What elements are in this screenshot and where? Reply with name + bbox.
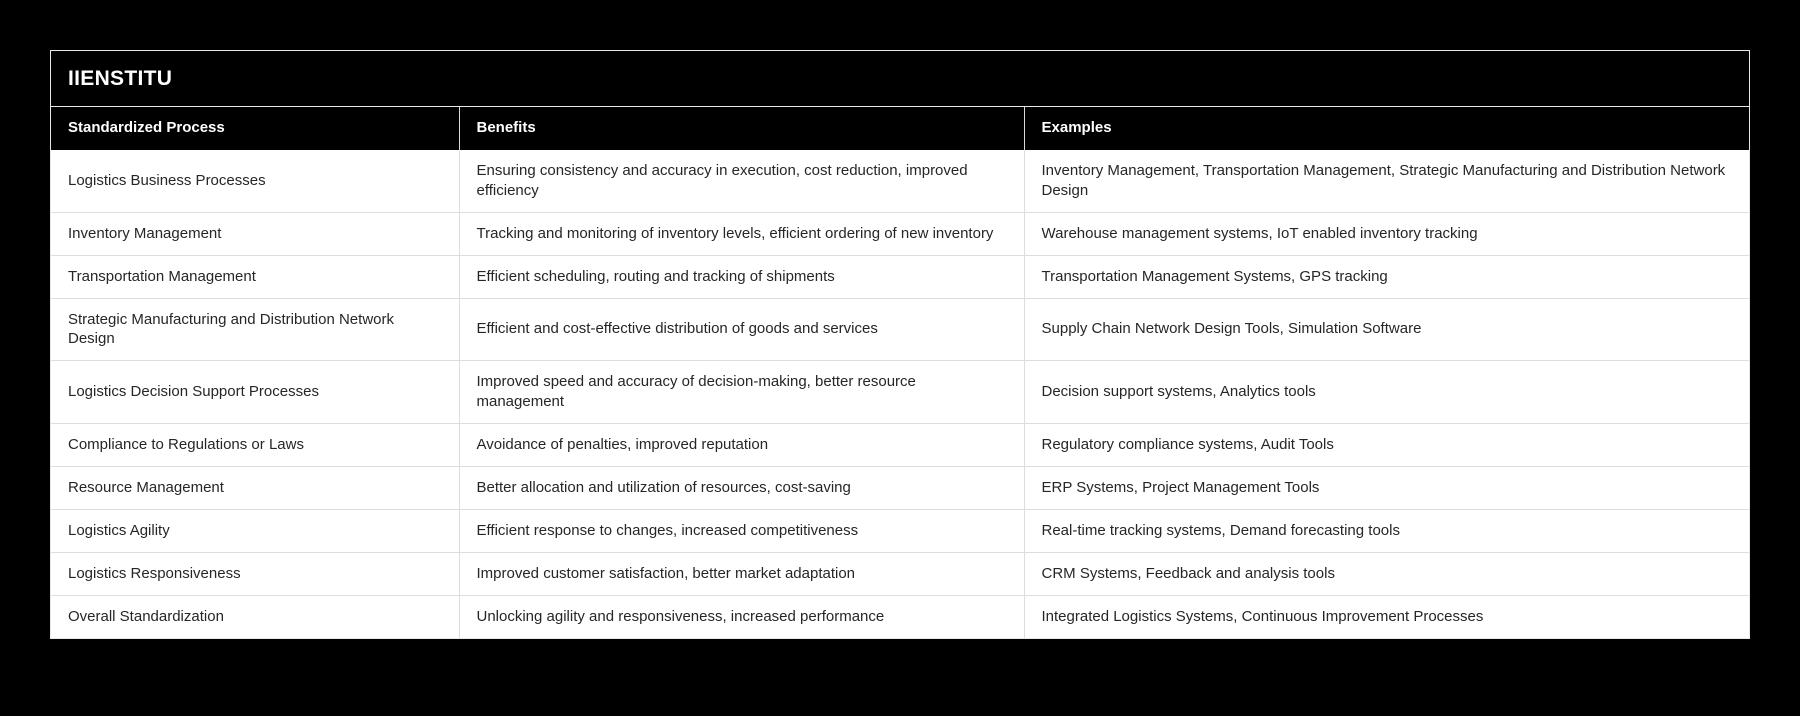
cell-benefits: Efficient and cost-effective distribution of goods and services — [459, 298, 1024, 361]
table-row — [51, 298, 1749, 361]
cell-benefits: Efficient response to changes, increased competitiveness — [459, 509, 1024, 552]
table-row — [51, 552, 1749, 595]
cell-examples: Regulatory compliance systems, Audit Tools — [1024, 423, 1749, 466]
column-header-benefits: Benefits — [459, 107, 1024, 150]
cell-examples: Transportation Management Systems, GPS tracking — [1024, 255, 1749, 298]
column-header-standardized-process: Standardized Process — [51, 107, 459, 150]
cell-process: Logistics Business Processes — [51, 150, 459, 212]
cell-examples: Warehouse management systems, IoT enabled inventory tracking — [1024, 212, 1749, 255]
cell-benefits: Better allocation and utilization of resources, cost-saving — [459, 466, 1024, 509]
cell-process: Logistics Decision Support Processes — [51, 361, 459, 424]
table-row — [51, 595, 1749, 638]
cell-examples: Real-time tracking systems, Demand forecasting tools — [1024, 509, 1749, 552]
column-header-examples: Examples — [1024, 107, 1749, 150]
table-row — [51, 255, 1749, 298]
logistics-standardization-card — [50, 50, 1750, 639]
table-header-row — [51, 107, 1749, 150]
cell-benefits: Improved speed and accuracy of decision-making, better resource management — [459, 361, 1024, 424]
table-row — [51, 423, 1749, 466]
cell-process: Strategic Manufacturing and Distribution Network Design — [51, 298, 459, 361]
table-title: IIENSTITU — [51, 51, 1749, 107]
cell-examples: Supply Chain Network Design Tools, Simulation Software — [1024, 298, 1749, 361]
standardization-table — [51, 107, 1749, 638]
cell-process: Resource Management — [51, 466, 459, 509]
cell-benefits: Improved customer satisfaction, better market adaptation — [459, 552, 1024, 595]
cell-benefits: Avoidance of penalties, improved reputation — [459, 423, 1024, 466]
table-body — [51, 150, 1749, 638]
cell-process: Compliance to Regulations or Laws — [51, 423, 459, 466]
cell-process: Inventory Management — [51, 212, 459, 255]
table-row — [51, 509, 1749, 552]
table-row — [51, 466, 1749, 509]
cell-examples: Inventory Management, Transportation Management, Strategic Manufacturing and Distribution Network Design — [1024, 150, 1749, 212]
cell-examples: Decision support systems, Analytics tools — [1024, 361, 1749, 424]
cell-benefits: Unlocking agility and responsiveness, increased performance — [459, 595, 1024, 638]
cell-benefits: Tracking and monitoring of inventory levels, efficient ordering of new inventory — [459, 212, 1024, 255]
cell-examples: ERP Systems, Project Management Tools — [1024, 466, 1749, 509]
cell-benefits: Ensuring consistency and accuracy in execution, cost reduction, improved efficiency — [459, 150, 1024, 212]
cell-process: Logistics Responsiveness — [51, 552, 459, 595]
cell-examples: Integrated Logistics Systems, Continuous Improvement Processes — [1024, 595, 1749, 638]
cell-process: Overall Standardization — [51, 595, 459, 638]
cell-process: Transportation Management — [51, 255, 459, 298]
cell-examples: CRM Systems, Feedback and analysis tools — [1024, 552, 1749, 595]
table-row — [51, 361, 1749, 424]
table-row — [51, 212, 1749, 255]
table-row — [51, 150, 1749, 212]
cell-benefits: Efficient scheduling, routing and tracking of shipments — [459, 255, 1024, 298]
cell-process: Logistics Agility — [51, 509, 459, 552]
